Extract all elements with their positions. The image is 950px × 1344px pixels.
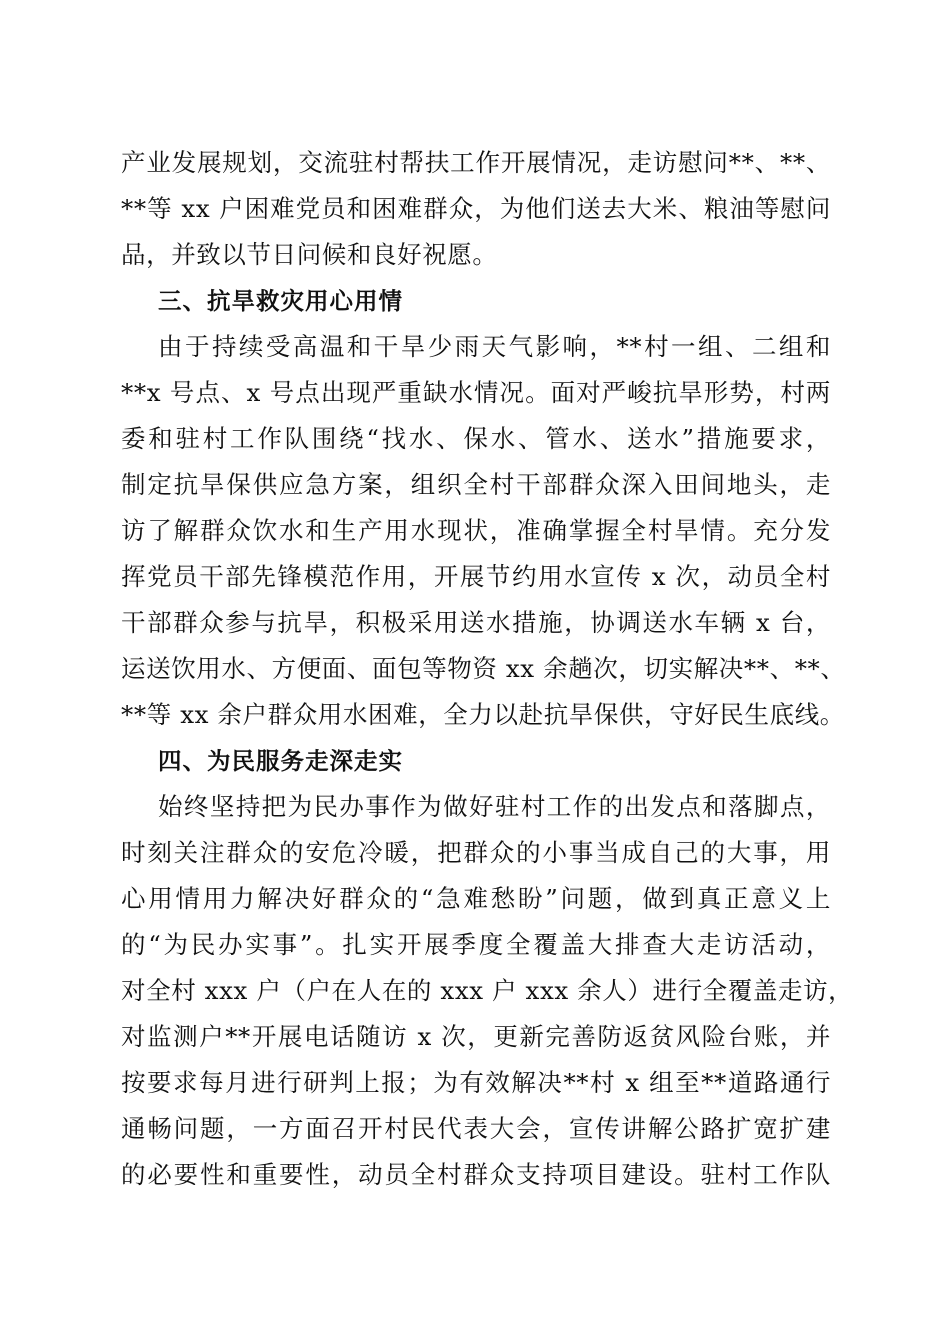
paragraph-line: 的“为民办实事”。扎实开展季度全覆盖大排查大走访活动， — [121, 930, 831, 959]
paragraph-line: **等 xx 余户群众用水困难，全力以赴抗旱保供，守好民生底线。 — [121, 700, 845, 729]
paragraph-line: 由于持续受高温和干旱少雨天气影响，**村一组、二组和 — [158, 332, 831, 361]
paragraph-line: 委和驻村工作队围绕“找水、保水、管水、送水”措施要求， — [121, 424, 831, 453]
paragraph-line: 品，并致以节日问候和良好祝愿。 — [121, 240, 498, 269]
paragraph-line: 访了解群众饮水和生产用水现状，准确掌握全村旱情。充分发 — [121, 516, 831, 545]
paragraph-line: 对监测户**开展电话随访 x 次，更新完善防返贫风险台账，并 — [121, 1022, 831, 1051]
paragraph-line: 产业发展规划，交流驻村帮扶工作开展情况，走访慰问**、**、 — [121, 148, 831, 177]
section-heading-3: 三、抗旱救灾用心用情 — [158, 287, 403, 315]
paragraph-line: 挥党员干部先锋模范作用，开展节约用水宣传 x 次，动员全村 — [121, 562, 831, 591]
paragraph-line: **x 号点、x 号点出现严重缺水情况。面对严峻抗旱形势，村两 — [121, 378, 831, 407]
paragraph-line: **等 xx 户困难党员和困难群众，为他们送去大米、粮油等慰问 — [121, 194, 831, 223]
paragraph-line: 心用情用力解决好群众的“急难愁盼”问题，做到真正意义上 — [121, 884, 831, 913]
paragraph-line: 通畅问题，一方面召开村民代表大会，宣传讲解公路扩宽扩建 — [121, 1114, 831, 1143]
paragraph-line: 干部群众参与抗旱，积极采用送水措施，协调送水车辆 x 台， — [121, 608, 831, 637]
paragraph-line: 按要求每月进行研判上报；为有效解决**村 x 组至**道路通行 — [121, 1068, 831, 1097]
paragraph-line: 对全村 xxx 户（户在人在的 xxx 户 xxx 余人）进行全覆盖走访， — [121, 976, 854, 1005]
paragraph-line: 的必要性和重要性，动员全村群众支持项目建设。驻村工作队 — [121, 1160, 831, 1189]
document-body — [121, 140, 854, 1198]
paragraph-line: 始终坚持把为民办事作为做好驻村工作的出发点和落脚点， — [158, 792, 831, 821]
paragraph-line: 制定抗旱保供应急方案，组织全村干部群众深入田间地头，走 — [121, 470, 831, 499]
paragraph-line: 运送饮用水、方便面、面包等物资 xx 余趟次，切实解决**、**、 — [121, 654, 846, 683]
section-heading-4: 四、为民服务走深走实 — [158, 747, 403, 775]
paragraph-line: 时刻关注群众的安危冷暖，把群众的小事当成自己的大事，用 — [121, 838, 831, 867]
